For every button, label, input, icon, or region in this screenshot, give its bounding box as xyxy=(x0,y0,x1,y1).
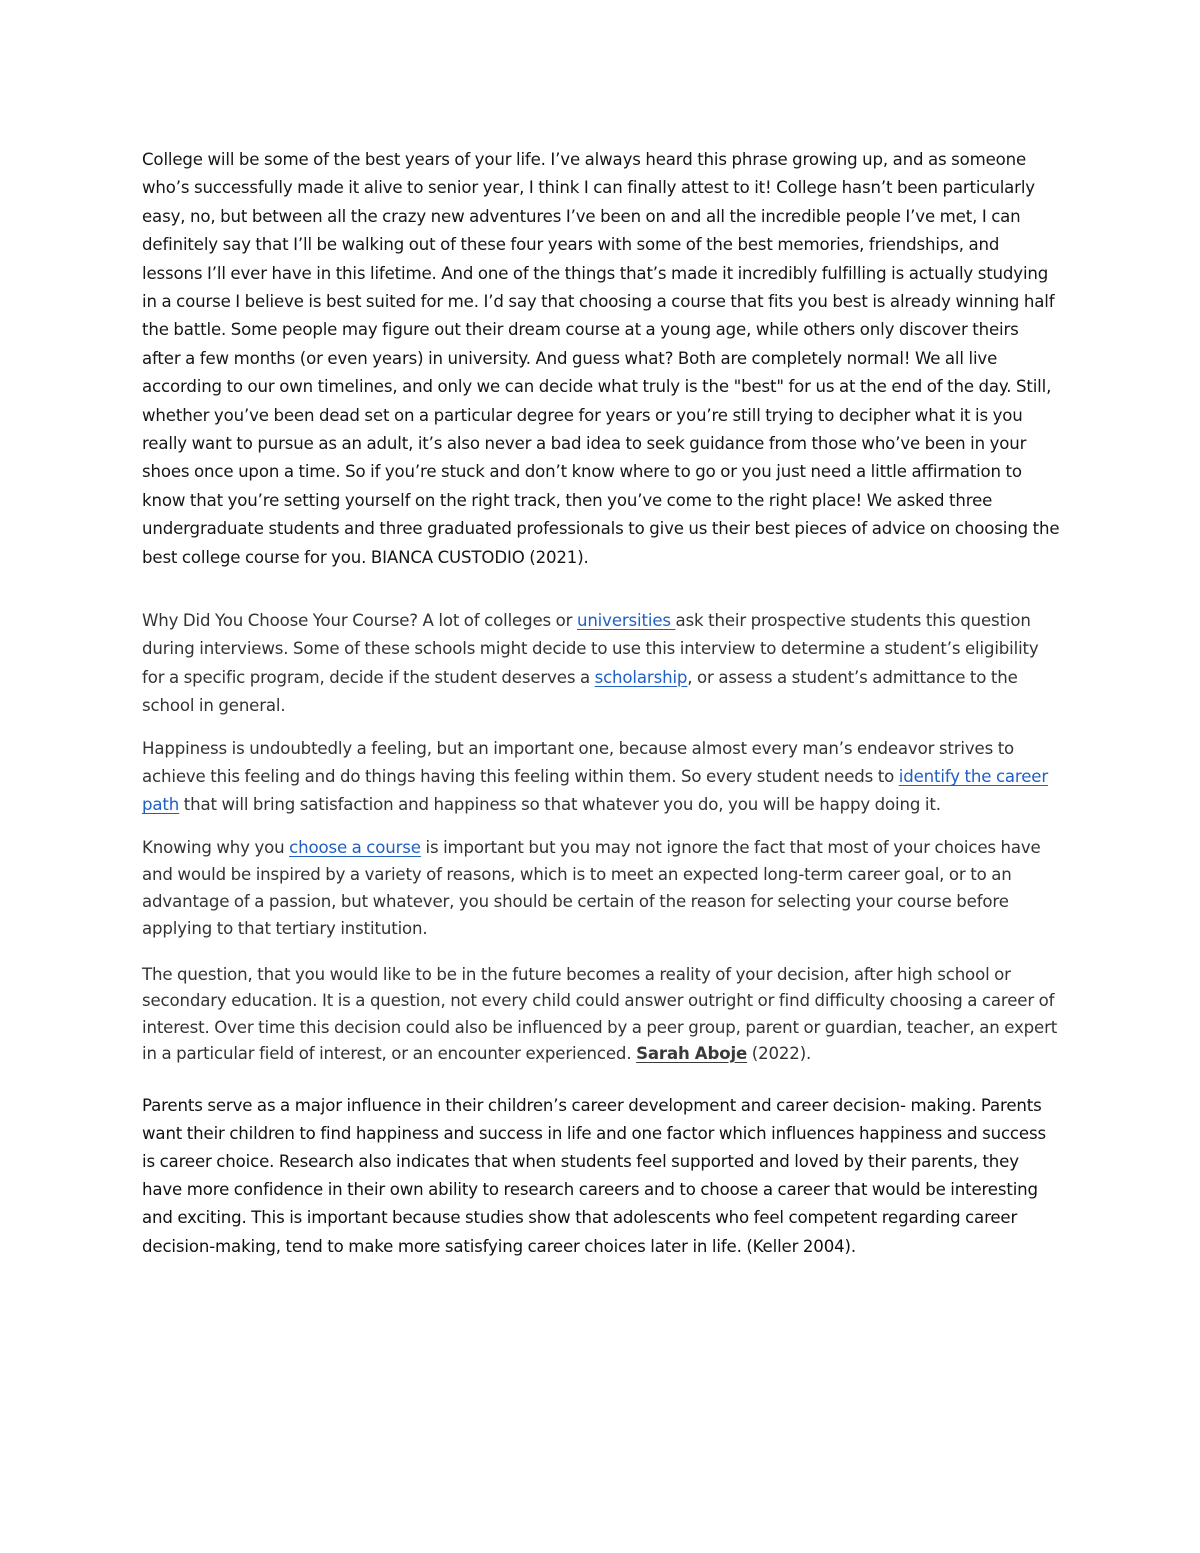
paragraph-the-question xyxy=(142,962,1060,1068)
paragraph-text: Knowing why you xyxy=(142,837,290,857)
paragraph-intro: College will be some of the best years of your life. I’ve always heard this phrase growing up, and as someone who’s successfully made it alive to senior year, I think I can finally attest to it! College hasn’t been particularly easy, no, but between all the crazy new adventures I’ve been on and all the incredible people I’ve met, I can definitely say that I’ll be walking out of these four years with some of the best memories, friendships, and lessons I’ll ever have in this lifetime. And one of the things that’s made it incredibly fulfilling is actually studying in a course I believe is best suited for me. I’d say that choosing a course that fits you best is already winning half the battle. Some people may figure out their dream course at a young age, while others only discover theirs after a few months (or even years) in university. And guess what? Both are completely normal! We all live according to our own timelines, and only we can decide what truly is the "best" for us at the end of the day. Still, whether you’ve been dead set on a particular degree for years or you’re still trying to decipher what it is you really want to pursue as an adult, it’s also never a bad idea to seek guidance from those who’ve been in your shoes once upon a time. So if you’re stuck and don’t know where to go or you just need a little affirmation to know that you’re setting yourself on the right track, then you’ve come to the right place! We asked three undergraduate students and three graduated professionals to give us their best pieces of advice on choosing the best college course for you. BIANCA CUSTODIO (2021). xyxy=(142,150,1060,567)
paragraph-text: ask their prospective students this question during interviews. Some of these schools might decide to use this interview to determine a student’s eligibility for a specific program, decide if the student deserves a xyxy=(142,611,1039,687)
paragraph-text: is important but you may not ignore the fact that most of your choices have and would be inspired by a variety of reasons, which is to meet an expected long-term career goal, or to an advantage of a passion, but whatever, you should be certain of the reason for selecting your course before applying to that tertiary institution. xyxy=(142,837,1041,938)
paragraph-knowing-why xyxy=(142,834,1060,942)
paragraph-text: , or assess a student’s admittance to the school in general. xyxy=(142,667,1018,715)
paragraph-parents: Parents serve as a major influence in their children’s career development and career decision- making. Parents want their children to find happiness and success in life and one factor which influences happiness and success is career choice. Research also indicates that when students feel supported and loved by their parents, they have more confidence in their own ability to research careers and to choose a career that would be interesting and exciting. This is important because studies show that adolescents who feel competent regarding career decision-making, tend to make more satisfying career choices later in life. (Keller 2004). xyxy=(142,1095,1046,1256)
paragraph-text: that will bring satisfaction and happiness so that whatever you do, you will be happy doing it. xyxy=(179,795,941,815)
paragraph-text: (2022). xyxy=(747,1044,812,1064)
paragraph-why-choose-course xyxy=(142,607,1060,720)
link-choose-a-course[interactable]: choose a course xyxy=(289,837,421,857)
paragraph-text: The question, that you would like to be in the future becomes a reality of your decision, after high school or secondary education. It is a question, not every child could answer outright or find difficulty choosing a career of interest. Over time this decision could also be influenced by a peer group, parent or guardian, teacher, an expert in a particular field of interest, or an encounter experienced. xyxy=(142,964,1058,1064)
link-author-sarah-aboje[interactable]: Sarah Aboje xyxy=(636,1044,748,1064)
link-identify-career-path[interactable]: identify the career path xyxy=(142,767,1049,815)
paragraph-happiness xyxy=(142,735,1060,820)
link-universities[interactable]: universities xyxy=(576,611,676,631)
paragraph-text: Why Did You Choose Your Course? A lot of colleges or xyxy=(142,611,577,631)
document-body xyxy=(142,146,1060,1261)
paragraph-text: Happiness is undoubtedly a feeling, but an important one, because almost every man’s endeavor strives to achieve this feeling and do things having this feeling within them. So every student needs to xyxy=(142,738,1015,787)
link-scholarship[interactable]: scholarship xyxy=(594,667,688,687)
